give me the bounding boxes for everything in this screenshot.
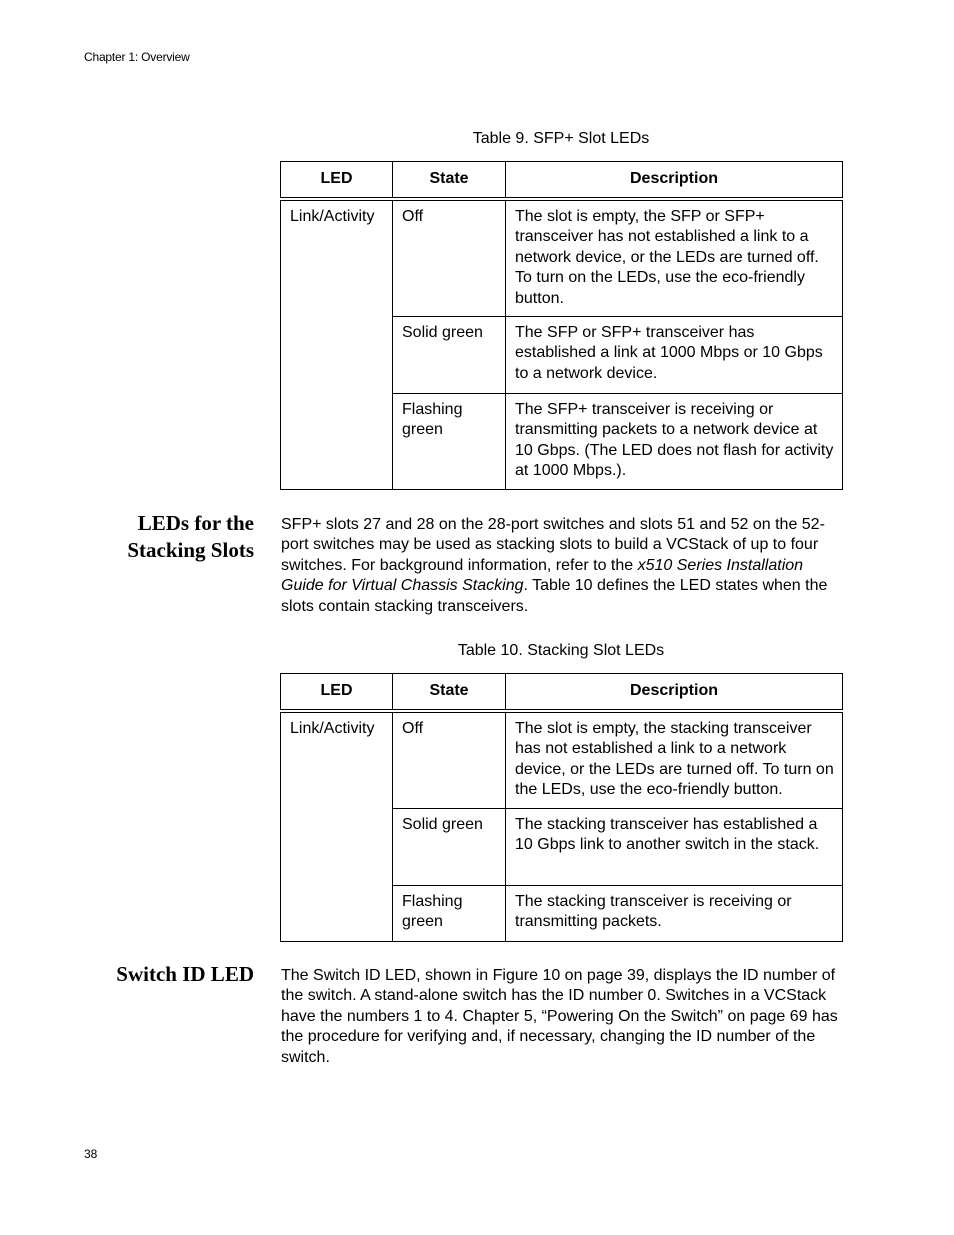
state-cell: Solid green: [393, 317, 506, 394]
description-cell: The stacking transceiver is receiving or transmitting packets.: [506, 885, 843, 941]
table-10-stacking-slot-leds: [280, 673, 843, 942]
table-9-caption: Table 9. SFP+ Slot LEDs: [472, 130, 650, 147]
state-cell: Off: [393, 711, 506, 808]
description-cell: The SFP or SFP+ transceiver has established a link at 1000 Mbps or 10 Gbps to a network device.: [506, 317, 843, 394]
heading-line-1: LEDs for the: [137, 511, 254, 535]
table-header-row: [281, 674, 843, 712]
state-cell: Solid green: [393, 808, 506, 885]
guide-title-italic: x510 Series Installation Guide for Virtual Chassis Stacking: [281, 556, 804, 595]
column-header-state: State: [393, 674, 506, 712]
table-header-row: [281, 162, 843, 200]
table-9-sfp-slot-leds: [280, 161, 843, 490]
state-cell: Flashing green: [393, 394, 506, 490]
led-cell: Link/Activity: [281, 199, 393, 490]
switch-id-paragraph: The Switch ID LED, shown in Figure 10 on page 39, displays the ID number of the switch. A stand-alone switch has the ID number 0. Switches in a VCStack have the numbers 1 to 4. Chapter 5, “Powering On the Switch” on page 69 has the procedure for verifying and, if necessary, changing the ID number of the switch.: [281, 967, 838, 1066]
description-cell: The slot is empty, the SFP or SFP+ transceiver has not established a link to a network device, or the LEDs are turned off. To turn on the LEDs, use the eco-friendly button.: [506, 199, 843, 317]
section-heading-switch-id-led: Switch ID LED: [116, 962, 254, 986]
column-header-led: LED: [281, 674, 393, 712]
description-cell: The SFP+ transceiver is receiving or transmitting packets to a network device at 10 Gbps. (The LED does not flash for activity at 1000 Mbps.).: [506, 394, 843, 490]
column-header-description: Description: [506, 162, 843, 200]
state-cell: Flashing green: [393, 885, 506, 941]
heading-line-2: Stacking Slots: [127, 538, 254, 562]
table-row: [281, 711, 843, 808]
section-heading-stacking-slots: [60, 510, 254, 564]
table-10-caption: Table 10. Stacking Slot LEDs: [457, 642, 665, 659]
state-cell: Off: [393, 199, 506, 317]
column-header-description: Description: [506, 674, 843, 712]
stacking-slots-paragraph: [281, 515, 843, 617]
led-cell: Link/Activity: [281, 711, 393, 941]
paragraph-text: SFP+ slots 27 and 28 on the 28-port switches and slots 51 and 52 on the 52-port switches may be used as stacking slots to build a VCStack of up to four switches. For background information, refer to the: [281, 516, 825, 574]
paragraph-text: . Table 10 defines the LED states when the slots contain stacking transceivers.: [281, 577, 828, 615]
description-cell: The slot is empty, the stacking transceiver has not established a link to a network device, or the LEDs are turned off. To turn on the LEDs, use the eco-friendly button.: [506, 711, 843, 808]
running-head: Chapter 1: Overview: [84, 50, 190, 64]
table-row: [281, 199, 843, 317]
column-header-state: State: [393, 162, 506, 200]
page-number: 38: [84, 1147, 98, 1161]
description-cell: The stacking transceiver has established a 10 Gbps link to another switch in the stack.: [506, 808, 843, 885]
column-header-led: LED: [281, 162, 393, 200]
